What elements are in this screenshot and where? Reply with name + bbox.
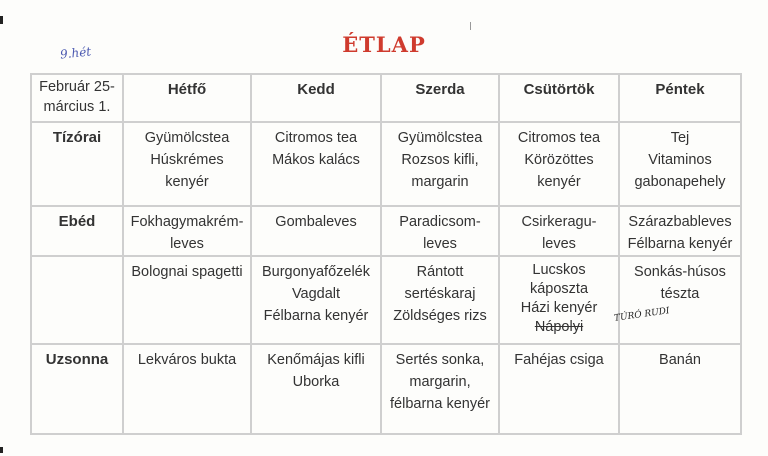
- day-header-monday: Hétfő: [123, 74, 251, 122]
- menu-cell: [251, 206, 381, 256]
- menu-item: leves: [423, 236, 457, 252]
- day-header-friday: Péntek: [619, 74, 741, 122]
- menu-cell: [499, 344, 619, 434]
- day-header-wednesday: Szerda: [381, 74, 499, 122]
- menu-item: leves: [542, 236, 576, 252]
- menu-cell: [381, 206, 499, 256]
- menu-item: Gyümölcstea: [397, 130, 483, 146]
- meal-label-empty: [31, 256, 123, 344]
- menu-item: gabonapehely: [634, 174, 726, 190]
- day-header-thursday: Csütörtök: [499, 74, 619, 122]
- menu-item: Rozsos kifli,: [401, 152, 479, 168]
- menu-item: Citromos tea: [274, 130, 358, 146]
- meal-label: Tízórai: [31, 122, 123, 206]
- menu-item: Gombaleves: [275, 214, 357, 230]
- menu-cell: [123, 344, 251, 434]
- menu-item: tészta: [660, 286, 700, 302]
- menu-item: Citromos tea: [517, 130, 601, 146]
- menu-title: ÉTLAP: [342, 32, 426, 57]
- date-range-line1: Február 25-: [39, 79, 115, 95]
- meal-row-ebed-soup: [31, 206, 741, 256]
- menu-item: Lekváros bukta: [137, 352, 237, 368]
- menu-item: Félbarna kenyér: [627, 236, 733, 252]
- menu-cell: [381, 344, 499, 434]
- date-range-line2: március 1.: [43, 99, 111, 115]
- menu-cell: [619, 344, 741, 434]
- menu-item: Paradicsom-: [399, 214, 481, 230]
- menu-item: kenyér: [165, 174, 209, 190]
- scan-mark-left: [0, 16, 3, 24]
- handwritten-replacement: TÚRÓ RUDI: [613, 306, 671, 324]
- week-handwritten-note: 9.hét: [59, 44, 92, 62]
- menu-item: margarin,: [409, 374, 471, 390]
- day-header-tuesday: Kedd: [251, 74, 381, 122]
- struck-menu-item: Nápolyi: [534, 319, 584, 335]
- menu-item: leves: [170, 236, 204, 252]
- menu-cell: [251, 122, 381, 206]
- menu-item: Rántott: [416, 264, 464, 280]
- menu-item: Sonkás-húsos: [634, 264, 726, 280]
- menu-item: Félbarna kenyér: [263, 308, 369, 324]
- menu-item: Vitaminos: [648, 152, 712, 168]
- scan-mark-right: [0, 447, 3, 453]
- menu-item: Uborka: [292, 374, 340, 390]
- header-row: [31, 74, 741, 122]
- menu-cell: [123, 256, 251, 344]
- menu-item: Húskrémes: [150, 152, 224, 168]
- menu-cell: [123, 206, 251, 256]
- menu-cell: [619, 206, 741, 256]
- meal-row-uzsonna: [31, 344, 741, 434]
- menu-item: kenyér: [537, 174, 581, 190]
- menu-item: Tej: [670, 130, 690, 146]
- menu-cell: [619, 122, 741, 206]
- menu-item: Lucskos: [532, 262, 586, 278]
- menu-cell: [499, 206, 619, 256]
- menu-cell: [251, 256, 381, 344]
- menu-item: káposzta: [529, 281, 589, 297]
- menu-item: Kenőmájas kifli: [267, 352, 365, 368]
- menu-item: Vagdalt: [291, 286, 341, 302]
- menu-item: Zöldséges rizs: [393, 308, 487, 324]
- menu-item: Házi kenyér: [520, 300, 598, 316]
- menu-item: félbarna kenyér: [390, 396, 490, 412]
- menu-item: Körözöttes: [524, 152, 594, 168]
- menu-item: Csirkeragu-: [521, 214, 597, 230]
- menu-item: Szárazbableves: [628, 214, 732, 230]
- date-range-cell: [31, 74, 123, 122]
- menu-table: [30, 73, 742, 435]
- menu-cell: [499, 256, 671, 344]
- menu-item: Bolognai spagetti: [131, 264, 243, 280]
- menu-item: Burgonyafőzelék: [261, 264, 370, 280]
- menu-item: sertéskaraj: [404, 286, 476, 302]
- menu-item: Mákos kalács: [272, 152, 360, 168]
- meal-row-ebed-main: [31, 256, 741, 344]
- menu-cell: [381, 122, 499, 206]
- menu-cell: [123, 122, 251, 206]
- menu-cell: [499, 122, 619, 206]
- menu-item: Fokhagymakrém-: [130, 214, 244, 230]
- scan-tick: [470, 22, 471, 30]
- menu-cell: [619, 256, 741, 344]
- menu-cell: [381, 256, 499, 344]
- meal-label: Ebéd: [31, 206, 123, 256]
- menu-item: Gyümölcstea: [144, 130, 230, 146]
- meal-label: Uzsonna: [31, 344, 123, 434]
- menu-cell: [251, 344, 381, 434]
- menu-item: margarin: [411, 174, 469, 190]
- menu-item: Banán: [659, 352, 701, 368]
- menu-item: Fahéjas csiga: [514, 352, 604, 368]
- menu-item: Sertés sonka,: [395, 352, 485, 368]
- meal-row-tizorai: [31, 122, 741, 206]
